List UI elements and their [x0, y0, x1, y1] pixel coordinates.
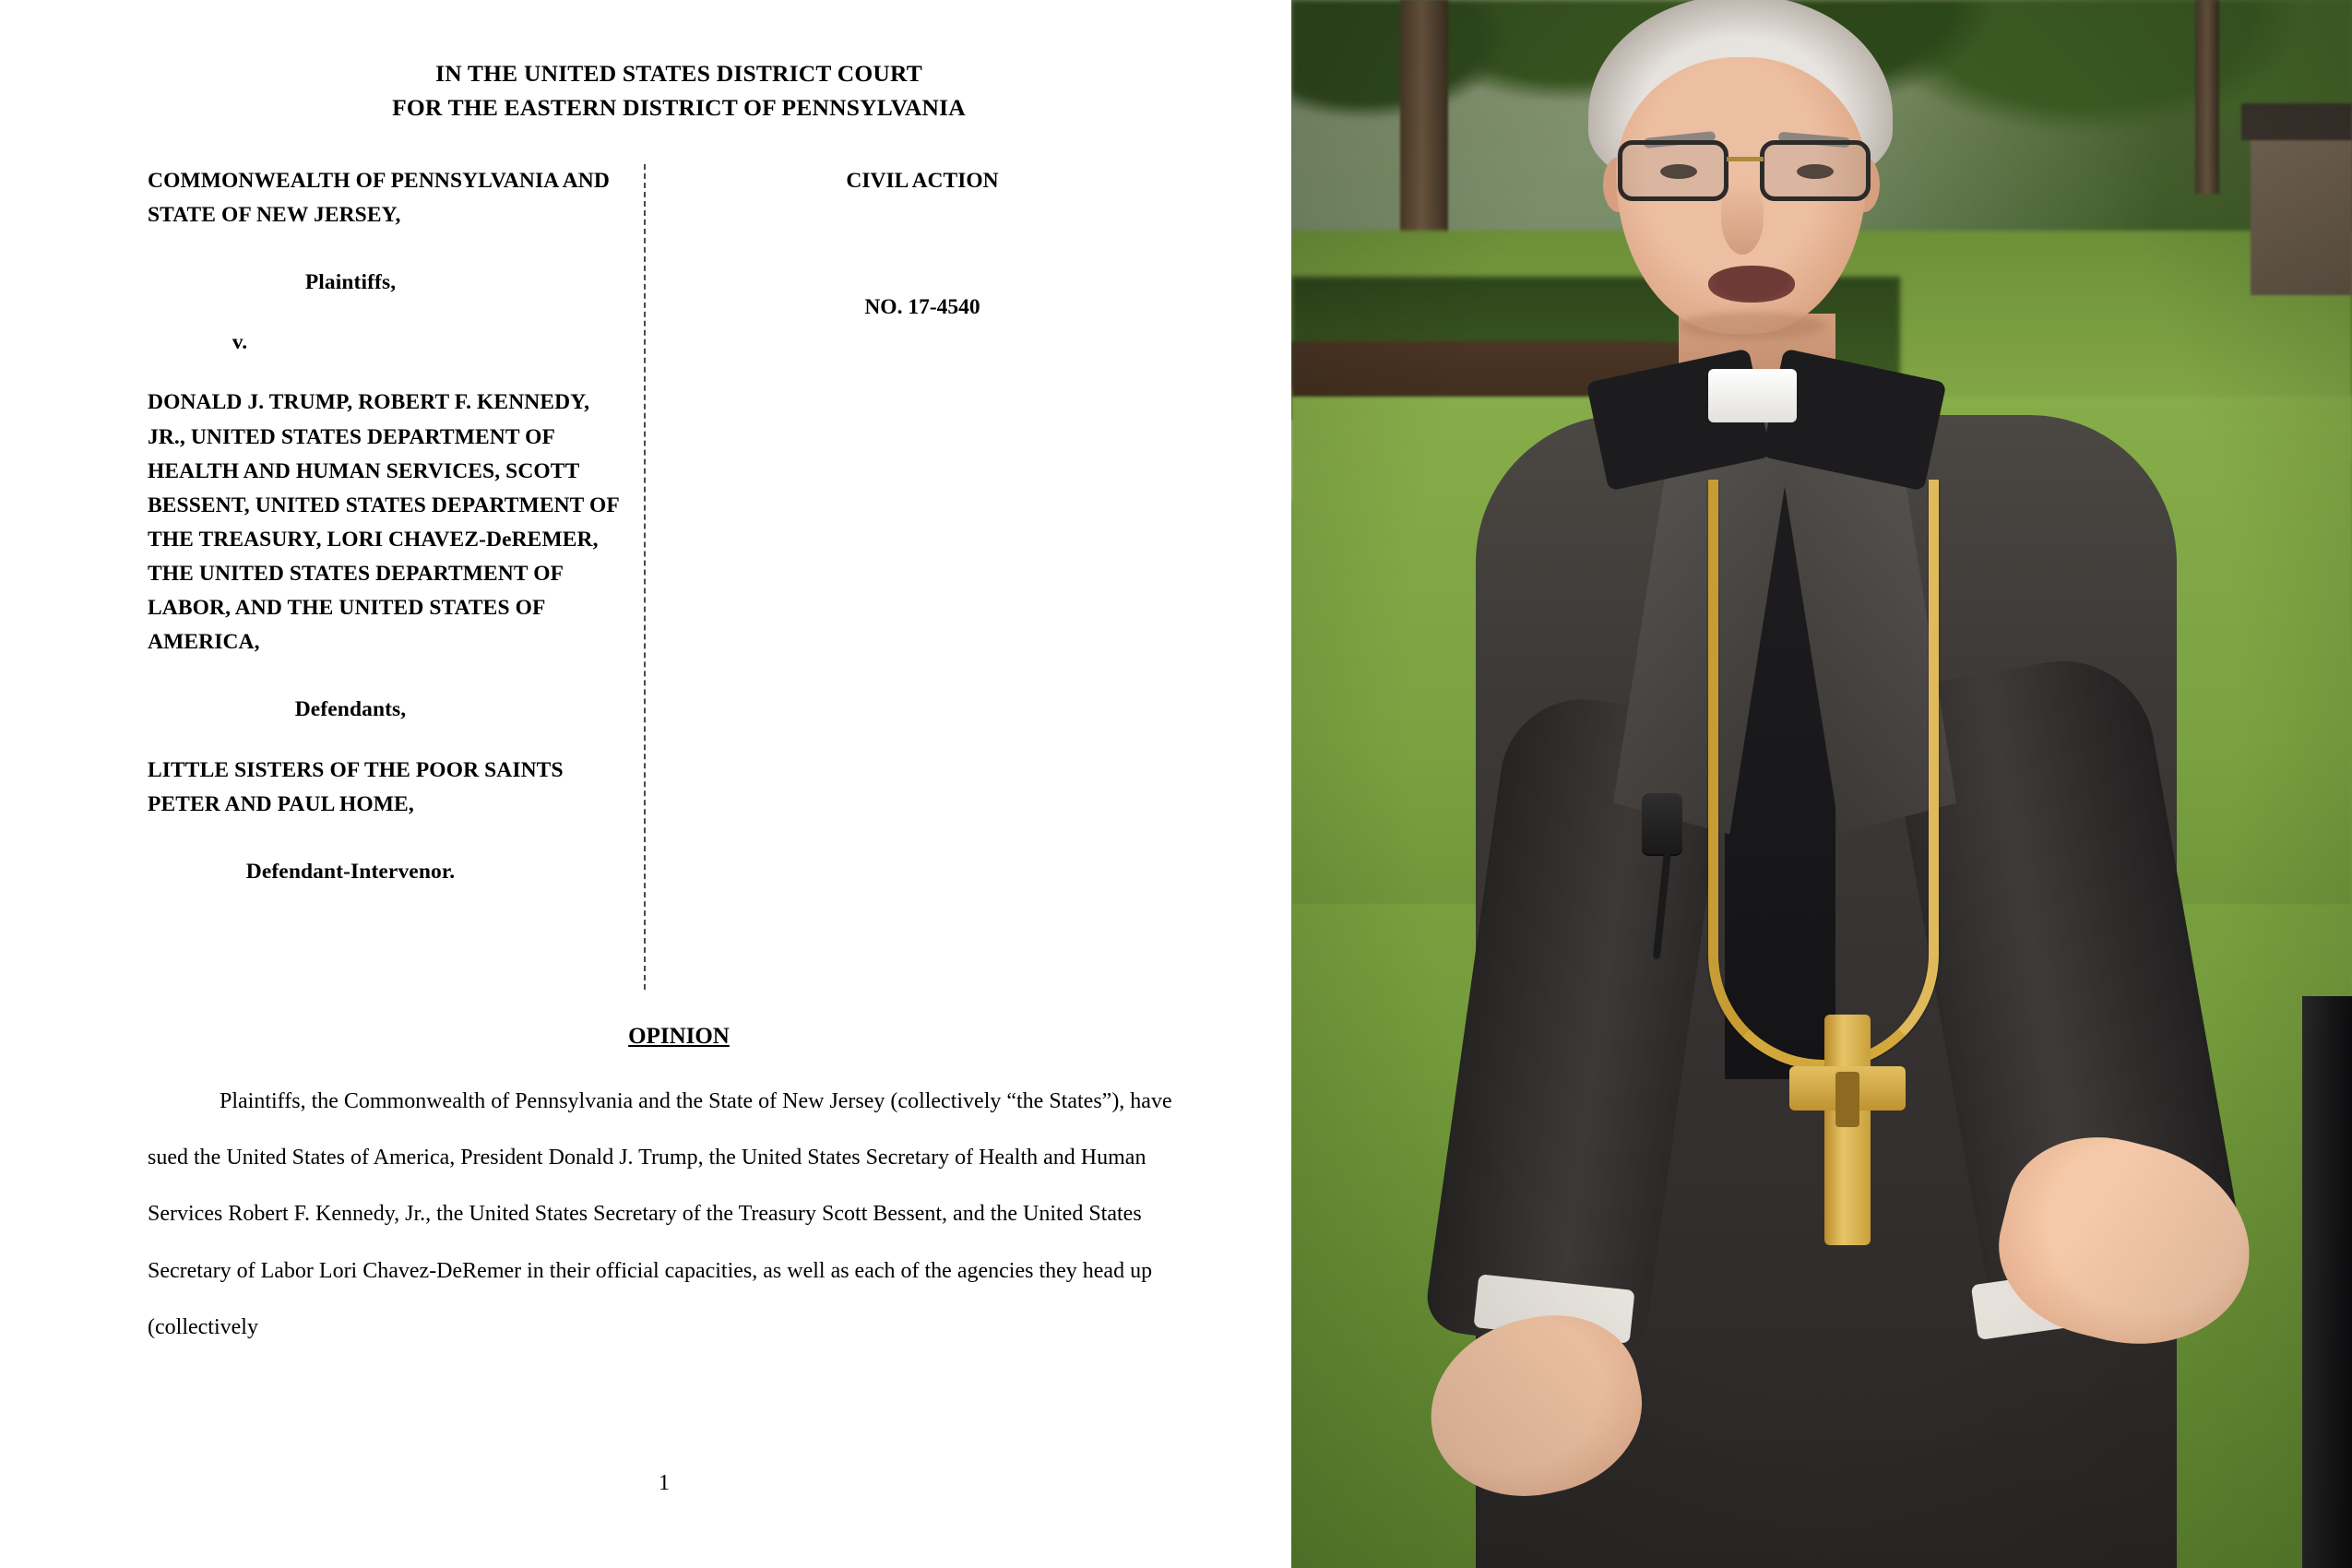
case-number-label: NO. 17-4540	[864, 295, 980, 320]
page-number: 1	[659, 1471, 670, 1495]
plaintiff-party-name: COMMONWEALTH OF PENNSYLVANIA AND STATE OF NEW JERSEY,	[148, 168, 610, 228]
pectoral-cross-icon	[1789, 1015, 1906, 1245]
document-body	[0, 57, 1291, 1568]
defendant-role-label: Defendants,	[294, 697, 407, 722]
cross-vertical-bar	[1824, 1015, 1871, 1245]
defendant-party-names: DONALD J. TRUMP, ROBERT F. KENNEDY, JR., UNITED STATES DEPARTMENT OF HEALTH AND HUMAN SERVICES, SCOTT BESSENT, UNITED STATES DEPARTMENT OF THE TREASURY, LORI CHAVEZ-DeREMER, THE UNITED STATES DEPARTMENT OF LABOR, AND THE UNITED STATES OF AMERICA,	[148, 390, 619, 655]
roman-collar	[1708, 369, 1797, 422]
right-lens	[1760, 140, 1871, 201]
plaintiff-role-label: Plaintiffs,	[304, 270, 397, 295]
caption-left-column	[148, 164, 627, 889]
court-heading-line-2: FOR THE EASTERN DISTRICT OF PENNSYLVANIA	[392, 93, 966, 121]
video-still-pane	[1291, 0, 2352, 1568]
case-type-label: CIVIL ACTION	[846, 168, 999, 193]
case-caption	[148, 164, 1192, 994]
opinion-first-paragraph	[148, 1074, 1192, 1356]
intervenor-party-name: LITTLE SISTERS OF THE POOR SAINTS PETER AND PAUL HOME,	[148, 757, 564, 816]
court-heading-line-1: IN THE UNITED STATES DISTRICT COURT	[435, 60, 922, 87]
court-heading	[148, 57, 1192, 125]
chin-shadow	[1679, 312, 1826, 339]
speaker-figure	[1291, 0, 2352, 1568]
eyeglasses-icon	[1612, 140, 1880, 207]
pectoral-cross-chain	[1708, 480, 1939, 1070]
intervenor-role-label: Defendant-Intervenor.	[245, 859, 456, 884]
paragraph-text: Plaintiffs, the Commonwealth of Pennsylvania and the State of New Jersey (collectively “the States”), have sued the United States of America, President Donald J. Trump, the United States Secretary of Health and Human Services Robert F. Kennedy, Jr., the United States Secretary of the Treasury Scott Bessent, and the United States Secretary of Labor Lori Chavez-DeRemer in their official capacities, as well as each of the agencies they head up (collectively	[148, 1088, 1172, 1339]
left-lens	[1618, 140, 1728, 201]
caption-right-column	[664, 164, 1181, 325]
versus-label: v.	[232, 330, 248, 355]
glasses-bridge	[1727, 157, 1764, 161]
cross-corpus-figure	[1835, 1072, 1859, 1127]
caption-vertical-divider	[644, 164, 646, 990]
opinion-title: OPINION	[628, 1023, 730, 1049]
mouth	[1708, 266, 1795, 303]
lavalier-microphone-icon	[1642, 793, 1682, 854]
